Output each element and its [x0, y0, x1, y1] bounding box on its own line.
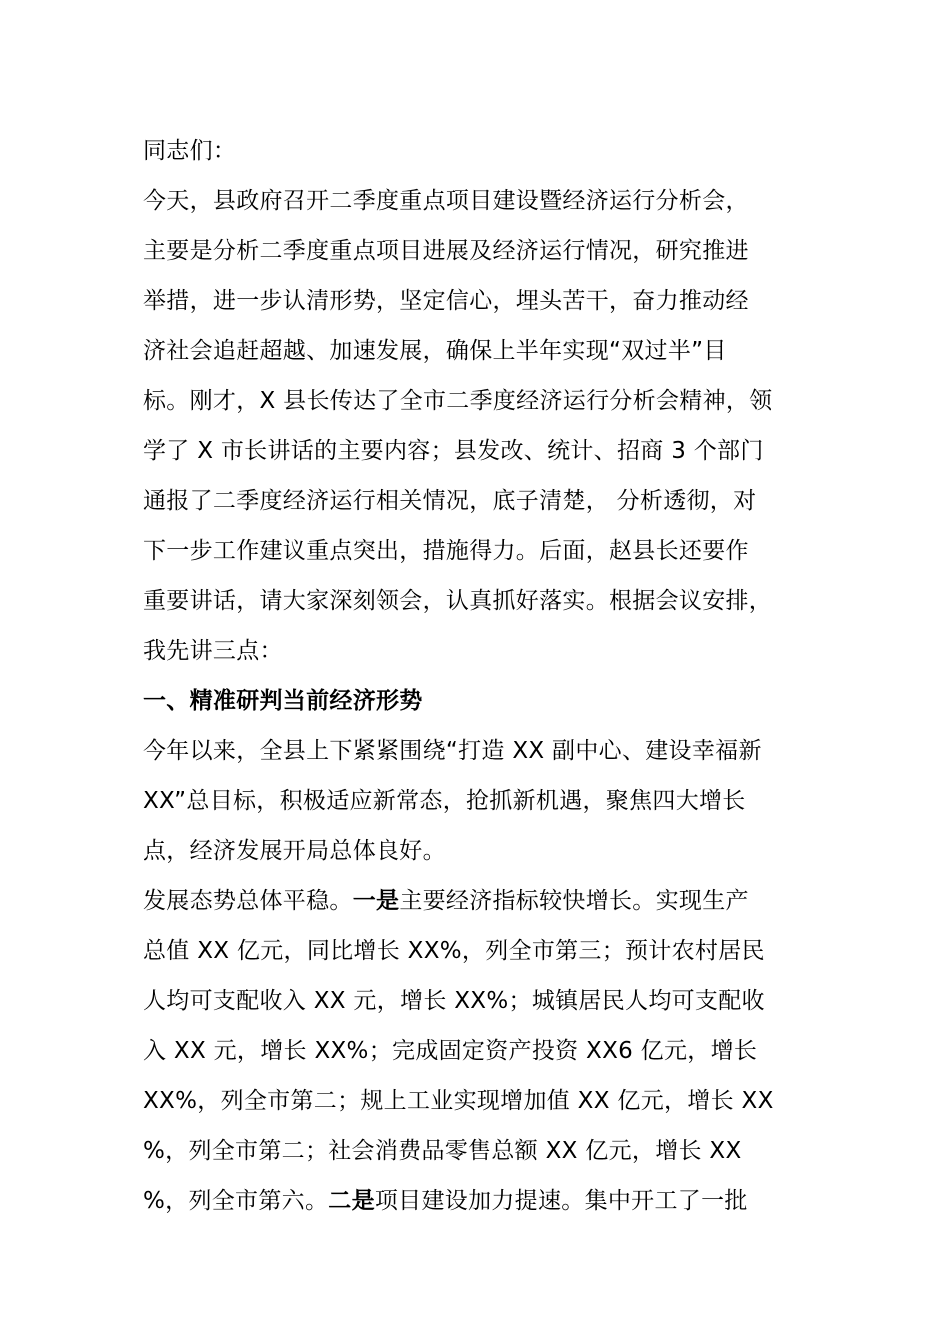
paragraph-line: XX%，列全市第二；规上工业实现增加值 XX 亿元，增长 XX	[143, 1088, 774, 1114]
text-span: %，列全市第六。	[143, 1188, 329, 1214]
salutation: 同志们：	[143, 138, 237, 164]
intro-line: 举措，进一步认清形势，坚定信心，埋头苦干，奋力推动经	[143, 288, 749, 314]
paragraph-line	[143, 886, 749, 916]
intro-line: 我先讲三点：	[143, 638, 283, 664]
paragraph-line: 点，经济发展开局总体良好。	[143, 838, 446, 864]
bold-marker: 二是	[328, 1188, 375, 1214]
intro-line: 重要讲话，请大家深刻领会，认真抓好落实。根据会议安排，	[143, 588, 773, 614]
text-span: 项目建设加力提速。集中开工了一批	[374, 1188, 748, 1214]
paragraph-line	[143, 1186, 748, 1216]
intro-line: 通报了二季度经济运行相关情况，底子清楚， 分析透彻，对	[143, 488, 757, 514]
paragraph-line: 今年以来，全县上下紧紧围绕“打造 XX 副中心、建设幸福新	[143, 738, 762, 764]
intro-line: 学了 X 市长讲话的主要内容；县发改、统计、招商 3 个部门	[143, 438, 764, 464]
intro-line: 标。刚才，X 县长传达了全市二季度经济运行分析会精神，领	[143, 388, 773, 414]
section-heading: 一、精准研判当前经济形势	[143, 688, 423, 714]
text-span: 发展态势总体平稳。	[143, 888, 353, 914]
intro-line: 主要是分析二季度重点项目进展及经济运行情况，研究推进	[143, 238, 749, 264]
paragraph-line: 入 XX 元，增长 XX%；完成固定资产投资 XX6 亿元，增长	[143, 1038, 758, 1064]
intro-line: 下一步工作建议重点突出，措施得力。后面，赵县长还要作	[143, 538, 749, 564]
bold-marker: 一是	[352, 888, 400, 914]
intro-line: 济社会追赶超越、加速发展，确保上半年实现“双过半”目	[143, 338, 727, 364]
text-span: 主要经济指标较快增长。实现生产	[399, 888, 749, 914]
intro-line: 今天，县政府召开二季度重点项目建设暨经济运行分析会，	[143, 188, 749, 214]
paragraph-line: XX”总目标，积极适应新常态，抢抓新机遇，聚焦四大增长	[143, 788, 746, 814]
paragraph-line: 人均可支配收入 XX 元，增长 XX%；城镇居民人均可支配收	[143, 988, 765, 1014]
paragraph-line: %，列全市第二；社会消费品零售总额 XX 亿元，增长 XX	[143, 1138, 742, 1164]
paragraph-line: 总值 XX 亿元，同比增长 XX%，列全市第三；预计农村居民	[143, 938, 765, 964]
